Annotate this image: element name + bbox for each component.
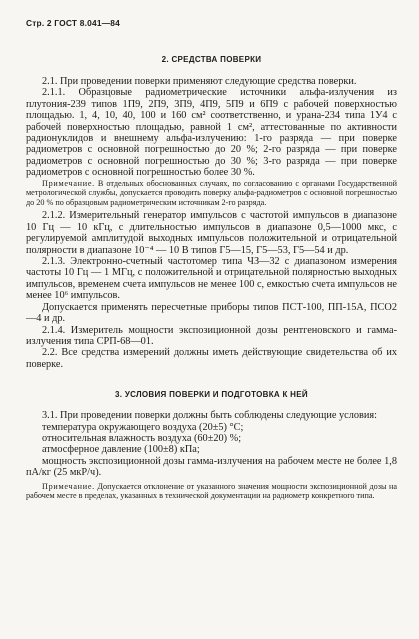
paragraph-2-1-1: 2.1.1. Образцовые радиометрические источники альфа-излучения из плутония-239 типов 1П9, 2П9, 3П9, 4П9, 5П9 и 6П9 с рабочей поверхностью площадью. 1, 4, 10, 40, 100 и 160 см² соответственно, и урана-234 типа 1У4 с рабочей поверхностью площадью, равной 1 см², аттестованные по активности радионуклидов и внешнему альфа-излучению: 1-го разряда — при поверке радиометров с основной погрешностью до 20 %; 2-го разряда — при поверке радиометров с основной погрешностью до 30 %; 3-го разряда — при поверке радиометров с основной погрешностью более 30 %.: [26, 87, 397, 179]
paragraph-2-1-2: 2.1.2. Измерительный генератор импульсов с частотой импульсов в диапазоне 10 Гц — 10 кГц, с длительностью импульсов в диапазоне 0,5—1000 мкс, с регулируемой амплитудой выходных импульсов положительной и отрицательной полярности в диапазоне 10⁻⁴ — 10 В типов Г5—15, Г5—53, Г5—54 и др.: [26, 210, 397, 256]
note-1-label: Примечание.: [42, 178, 95, 188]
note-2-text: Допускается отклонение от указанного значения мощности экспозиционной дозы на рабочем месте в пределах, указанных в технической документации на радиометр конкретного типа.: [26, 481, 397, 501]
section-2-title: 2. СРЕДСТВА ПОВЕРКИ: [161, 55, 262, 64]
paragraph-allowed-counters: Допускается применять пересчетные приборы типов ПСТ-100, ПП-15А, ПСО2—4 и др.: [26, 301, 397, 325]
paragraph-3-1: 3.1. При проведении поверки должны быть соблюдены следующие условия:: [42, 410, 377, 422]
note-2-label: Примечание.: [42, 481, 95, 491]
paragraph-2-1: 2.1. При проведении поверки применяют следующие средства поверки.: [42, 76, 357, 87]
section-3-title: 3. УСЛОВИЯ ПОВЕРКИ И ПОДГОТОВКА К НЕЙ: [115, 390, 308, 400]
condition-temperature: температура окружающего воздуха (20±5) °С;: [42, 421, 244, 433]
note-1: [26, 179, 397, 208]
paragraph-2-2: 2.2. Все средства измерений должны иметь действующие свидетельства об их поверке.: [26, 347, 397, 370]
note-2: [26, 482, 397, 501]
condition-humidity: относительная влажность воздуха (60±20) %;: [42, 432, 242, 444]
paragraph-2-1-4: 2.1.4. Измеритель мощности экспозиционной дозы рентгеновского и гамма-излучения типа СРП-68—01.: [26, 324, 397, 347]
condition-dose-rate: мощность экспозиционной дозы гамма-излучения на рабочем месте не более 1,8 пА/кг (25 мкР/ч).: [26, 455, 397, 479]
page-header: Стр. 2 ГОСТ 8.041—84: [26, 18, 120, 28]
condition-pressure: атмосферное давление (100±8) кПа;: [42, 444, 200, 456]
note-1-text: В отдельных обоснованных случаях, по согласованию с органами Государственной метрологической службы, допускается проводить поверку альфа-радиометров с основной погрешностью до 20 % по образцовым радиометрическим источникам 2-го разряда.: [26, 178, 397, 207]
paragraph-2-1-3: 2.1.3. Электронно-счетный частотомер типа ЧЗ—32 с диапазоном измерения частоты 10 Гц — 1 МГц, с положительной и отрицательной полярностью выходных импульсов, временем счета импульсов не менее 100 с, емкостью счета импульсов не менее 10⁶ импульсов.: [26, 256, 397, 302]
